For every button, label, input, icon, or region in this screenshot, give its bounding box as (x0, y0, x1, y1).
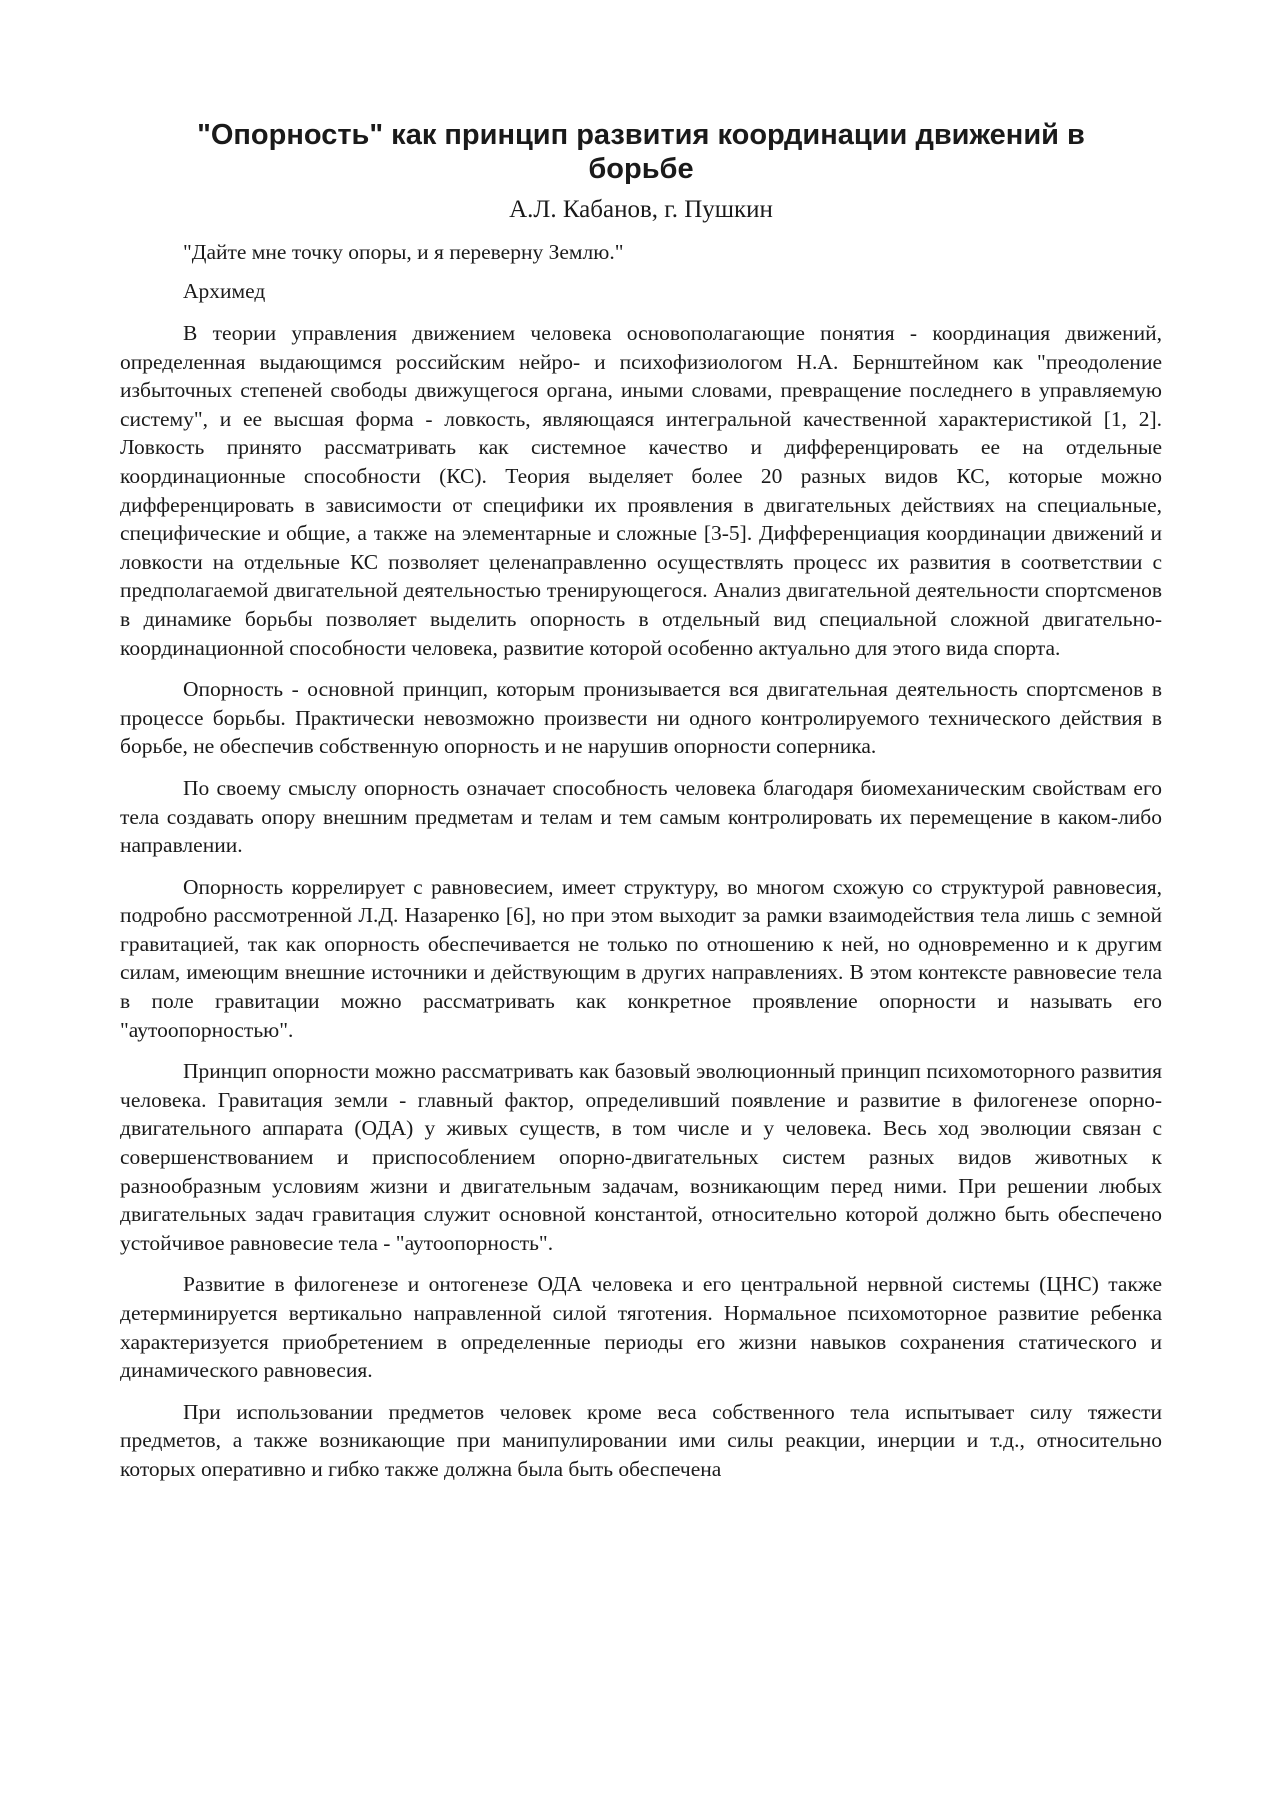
document-title: "Опорность" как принцип развития координации движений в борьбе (197, 119, 1085, 185)
paragraph-3: По своему смыслу опорность означает способность человека благодаря биомеханическим свойствам его тела создавать опору внешним предметам и телам и тем самым контролировать их перемещение в каком-либо направлении. (120, 775, 1162, 858)
paragraph-7: При использовании предметов человек кроме веса собственного тела испытывает силу тяжести предметов, а также возникающие при манипулировании ими силы реакции, инерции и т.д., относительно которых оперативно и гибко также должна была быть обеспечена (120, 1399, 1162, 1481)
document-page (120, 118, 1162, 1497)
paragraph-5: Принцип опорности можно рассматривать как базовый эволюционный принцип психомоторного развития человека. Гравитация земли - главный фактор, определивший появление и развитие в филогенезе опорно-двигательного аппарата (ОДА) у живых существ, в том числе и у человека. Весь ход эволюции связан с совершенствованием и приспособлением опорно-двигательных систем разных видов животных к разнообразным условиям жизни и двигательным задачам, возникающим перед ними. При решении любых двигательных задач гравитация служит основной константой, относительно которой должно быть обеспечено устойчивое равновесие тела - "аутоопорность". (120, 1059, 1162, 1255)
paragraph-2: Опорность - основной принцип, которым пронизывается вся двигательная деятельность спортсменов в процессе борьбы. Практически невозможно произвести ни одного контролируемого технического действия в борьбе, не обеспечив собственную опорность и не нарушив опорности соперника. (120, 677, 1162, 759)
author-line: А.Л. Кабанов, г. Пушкин (509, 196, 773, 223)
paragraph-4: Опорность коррелирует с равновесием, имеет структуру, во многом схожую со структурой равновесия, подробно рассмотренной Л.Д. Назаренко [6], но при этом выходит за рамки взаимодействия тела лишь с земной гравитацией, так как опорность обеспечивается не только по отношению к ней, но одновременно и к другим силам, имеющим внешние источники и действующим в других направлениях. В этом контексте равновесие тела в поле гравитации можно рассматривать как конкретное проявление опорности и называть его "аутоопорностью". (120, 874, 1162, 1042)
epigraph-author: Архимед (183, 278, 266, 303)
paragraph-1: В теории управления движением человека основополагающие понятия - координация движений, определенная выдающимся российским нейро- и психофизиологом Н.А. Бернштейном как "преодоление избыточных степеней свободы движущегося органа, иными словами, превращение последнего в управляемую систему", и ее высшая форма - ловкость, являющаяся интегральной качественной характеристикой [1, 2]. Ловкость принято рассматривать как системное качество и дифференцировать ее на отдельные координационные способности (КС). Теория выделяет более 20 разных видов КС, которые можно дифференцировать в зависимости от специфики их проявления в двигательных действиях на специальные, специфические и общие, а также на элементарные и сложные [3-5]. Дифференциация координации движений и ловкости на отдельные КС позволяет целенаправленно осуществлять процесс их развития в соответствии с предполагаемой двигательной деятельностью тренирующегося. Анализ двигательной деятельности спортсменов в динамике борьбы позволяет выделить опорность в отдельный вид специальной сложной двигательно-координационной способности человека, развитие которой особенно актуально для этого вида спорта. (120, 321, 1162, 660)
epigraph-quote: "Дайте мне точку опоры, и я переверну Землю." (183, 240, 624, 264)
paragraph-6: Развитие в филогенезе и онтогенезе ОДА человека и его центральной нервной системы (ЦНС) также детерминируется вертикально направленной силой тяготения. Нормальное психомоторное развитие ребенка характеризуется приобретением в определенные периоды его жизни навыков сохранения статического и динамического равновесия. (120, 1272, 1162, 1383)
